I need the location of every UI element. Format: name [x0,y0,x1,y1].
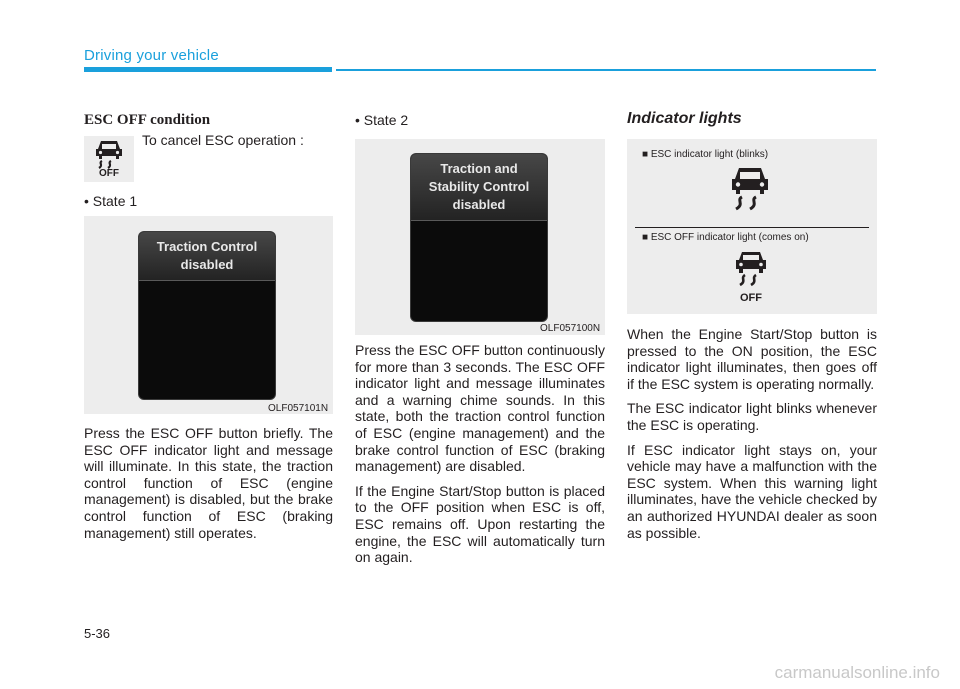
page-number: 5-36 [84,626,111,641]
state1-bullet: • State 1 [84,193,138,209]
state2-image-panel [355,139,605,335]
state1-description [84,425,333,549]
esc-off-indicator-label: OFF [740,292,762,304]
indicator-image-panel [627,139,877,314]
indicator-paragraph-1: When the Engine Start/Stop button is pressed to the ON position, the ESC indicator light illuminates, then goes off if the ESC system is operating normally. [627,326,877,392]
header-rule-thin [336,69,876,71]
esc-off-indicator-legend: ■ ESC OFF indicator light (comes on) [642,232,809,243]
state2-paragraph-2: If the Engine Start/Stop button is placed to the OFF position when ESC is off, ESC remains off. Upon restarting the engine, the ESC will automatically turn on again. [355,482,605,566]
state2-display-screen [411,154,547,321]
state1-image-code: OLF057101N [268,403,329,414]
header-rule-thick [84,67,332,72]
state2-paragraph-1: Press the ESC OFF button continuously for more than 3 seconds. The ESC OFF indicator light and message illuminates and a warning chime sounds. In this state, both the traction control function of ESC (engine management) and the brake control function of ESC (braking management) are disabled. [355,342,605,475]
esc-off-icon-label: OFF [99,168,119,179]
indicator-paragraph-3: If ESC indicator light stays on, your vehicle may have a malfunction with the ESC system. When this warning light illuminates, have the vehicle checked by an authorized HYUNDAI dealer as soon as possible. [627,441,877,541]
esc-off-heading: ESC OFF condition [84,112,211,128]
esc-off-icon-panel [84,136,134,182]
indicator-paragraph-2: The ESC indicator light blinks whenever the ESC is operating. [627,400,877,433]
indicator-description [627,326,877,549]
indicator-lights-heading: Indicator lights [627,110,742,127]
state2-display-message: Traction and Stability Control disabled [411,154,547,221]
esc-indicator-icon [726,165,774,219]
intro-text: To cancel ESC operation : [142,132,304,148]
watermark: carmanualsonline.info [774,663,940,682]
state1-image-panel [84,216,333,414]
state2-image-code: OLF057100N [540,323,601,334]
state1-display-screen [139,232,275,399]
state2-description [355,342,605,574]
state1-display-message: Traction Control disabled [139,232,275,281]
esc-indicator-legend: ■ ESC indicator light (blinks) [642,149,769,160]
section-title: Driving your vehicle [84,47,219,64]
esc-off-indicator-icon [731,249,771,295]
state2-bullet: • State 2 [355,112,409,128]
state1-paragraph: Press the ESC OFF button briefly. The ESC OFF indicator light and message will illuminate. In this state, the traction control function of ESC (engine management) is disabled, but the brake control function of ESC (braking management) still operates. [84,425,333,541]
legend-divider [635,227,869,228]
